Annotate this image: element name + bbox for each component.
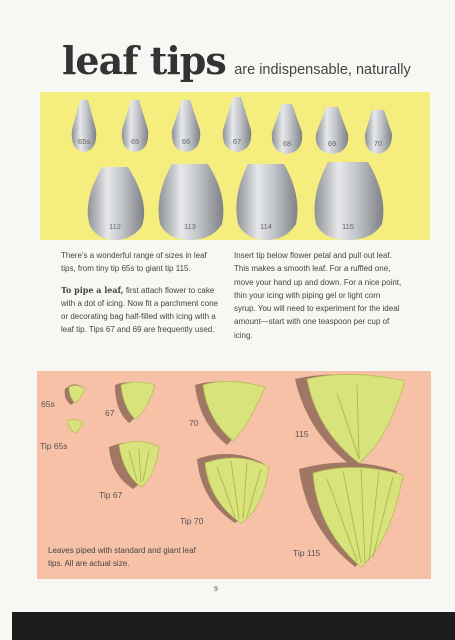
- tips-photo-panel: 65s 65 66 67 68 69 70 112 113 114 115: [40, 92, 430, 240]
- decorating-tips-illustration: [40, 92, 430, 240]
- label-tip-67: Tip 67: [99, 490, 123, 500]
- leaf-tip-65s: [67, 419, 83, 433]
- body-column-right: [234, 249, 404, 350]
- intro-paragraph: There’s a wonderful range of sizes in leaf tips, from tiny tip 65s to giant tip 115.: [61, 251, 207, 274]
- page-title: [62, 38, 411, 83]
- label-115: 115: [295, 429, 309, 439]
- page-number: 9: [214, 586, 218, 593]
- body-column-left: [61, 249, 221, 345]
- label-tip-65s: Tip 65s: [40, 441, 68, 451]
- label-70: 70: [189, 418, 199, 428]
- continued-paragraph: Insert tip below flower petal and pull out leaf. This makes a smooth leaf. For a ruffled one, move your hand up and down. For a nice point, thin your icing with piping gel or light corn syrup. You will need to experiment for the ideal amount—start with one teaspoon per cup of icing.: [234, 251, 402, 340]
- label-65s: 65s: [41, 399, 55, 409]
- label-67: 67: [105, 408, 115, 418]
- label-tip-115: Tip 115: [293, 548, 321, 558]
- instruction-text: first attach flower to cake with a dot of icing. Now fit a parchment cone or decorating bag half-filled with icing with a leaf tip. Tips 67 and 69 are frequently used.: [61, 285, 218, 335]
- title-main: leaf tips: [62, 38, 226, 83]
- title-subtitle: are indispensable, naturally: [234, 62, 411, 78]
- instruction-paragraph: [61, 284, 221, 337]
- label-tip-70: Tip 70: [180, 516, 204, 526]
- photo-caption: Leaves piped with standard and giant leaf tips. All are actual size.: [48, 546, 196, 568]
- leaf-tip-115: [313, 467, 403, 567]
- instruction-heading: To pipe a leaf,: [61, 284, 124, 295]
- leaf-tip-70: [205, 458, 269, 523]
- leaf-70: [203, 381, 265, 441]
- scan-edge: [0, 612, 455, 640]
